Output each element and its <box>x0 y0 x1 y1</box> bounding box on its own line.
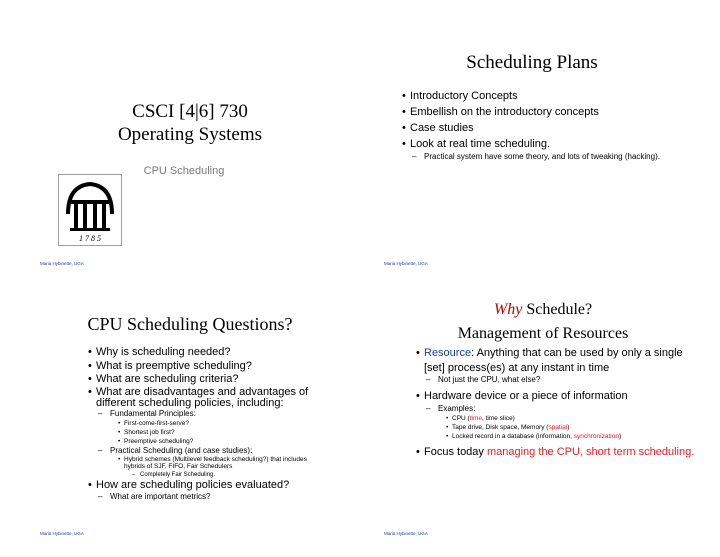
list-item: • Introductory Concepts <box>402 88 702 104</box>
resource-definition: : Anything that can be used by only a single [set] process(es) at any instant in time <box>424 347 683 374</box>
list-subitem: – Practical Scheduling (and case studies): <box>88 446 328 456</box>
list-subitem: – What are important metrics? <box>88 492 328 502</box>
example-highlight: time <box>469 414 482 422</box>
example-text: Locked record in a database (information, <box>452 432 574 440</box>
title-line-2: Management of Resources <box>457 325 629 342</box>
slide-3 <box>0 278 360 548</box>
slide-3-bullets <box>88 346 328 502</box>
resource-term: Resource <box>424 347 472 359</box>
svg-text:1 7 8 5: 1 7 8 5 <box>79 234 101 243</box>
list-subitem <box>416 432 706 441</box>
slide-3-footer: Maria Hybinette, UGA <box>40 531 84 536</box>
list-item: • What is preemptive scheduling? <box>88 360 328 374</box>
slide-4-footer: Maria Hybinette, UGA <box>384 531 428 536</box>
list-item <box>416 445 706 460</box>
list-subitem <box>416 414 706 423</box>
list-subitem: • First-come-first-serve? <box>88 419 328 428</box>
course-code: CSCI [4|6] 730 <box>132 101 248 122</box>
focus-highlight: managing the CPU, short term scheduling. <box>486 445 695 458</box>
list-subitem: – Examples: <box>416 404 706 414</box>
slide-2-footer: Maria Hybinette, UGA <box>384 261 428 266</box>
list-subitem: • Shortest job first? <box>88 428 328 437</box>
list-subitem: • Preemptive scheduling? <box>88 437 328 446</box>
example-text: , time slice) <box>481 414 515 422</box>
example-text: ) <box>618 432 622 440</box>
uga-arch-logo <box>58 174 122 246</box>
slide-3-title: CPU Scheduling Questions? <box>87 314 293 334</box>
list-subitem: – Practical system have some theory, and lots of tweaking (hacking). <box>402 152 702 162</box>
list-item <box>416 346 706 375</box>
list-item: • Case studies <box>402 120 702 136</box>
slide-4-title <box>360 298 720 346</box>
slide-2-bullets <box>402 88 702 162</box>
example-highlight: spatial <box>548 423 568 431</box>
list-subitem: • Hybrid schemes (Multilevel feedback scheduling?) that includes hybrids of SJF, FIFO, Fair Schedulers <box>88 456 328 471</box>
course-name: Operating Systems <box>117 124 263 145</box>
focus-text: Focus today <box>424 445 487 458</box>
list-item: • What are disadvantages and advantages of different scheduling policies, including: <box>88 387 328 409</box>
example-text: CPU ( <box>452 414 470 422</box>
list-subitem: – Not just the CPU, what else? <box>416 375 706 385</box>
list-item: • What are scheduling criteria? <box>88 373 328 387</box>
slide-2-title: Scheduling Plans <box>466 52 598 73</box>
list-item: • Look at real time scheduling. <box>402 136 702 152</box>
list-subitem: – Fundamental Principles: <box>88 409 328 419</box>
slide-4 <box>360 278 720 548</box>
slide-2 <box>360 8 720 278</box>
list-item: • Why is scheduling needed? <box>88 346 328 360</box>
slide-1-footer: Maria Hybinette, UGA <box>40 261 84 266</box>
list-item: • How are scheduling policies evaluated? <box>88 479 328 493</box>
list-subitem: – Completely Fair Scheduling. <box>88 471 328 479</box>
list-subitem <box>416 423 706 432</box>
slide-1 <box>0 8 360 278</box>
title-why: Why <box>493 301 523 318</box>
slide-1-title <box>30 100 350 146</box>
slide-4-bullets <box>416 346 706 459</box>
list-item: • Hardware device or a piece of information <box>416 389 706 404</box>
example-text: ) <box>567 423 570 431</box>
list-item: • Embellish on the introductory concepts <box>402 104 702 120</box>
example-text: Tape drive, Disk space, Memory ( <box>452 423 549 431</box>
title-schedule: Schedule? <box>522 301 593 318</box>
example-highlight: synchronization <box>573 432 619 440</box>
slide-1-subtitle: CPU Scheduling <box>143 165 225 177</box>
